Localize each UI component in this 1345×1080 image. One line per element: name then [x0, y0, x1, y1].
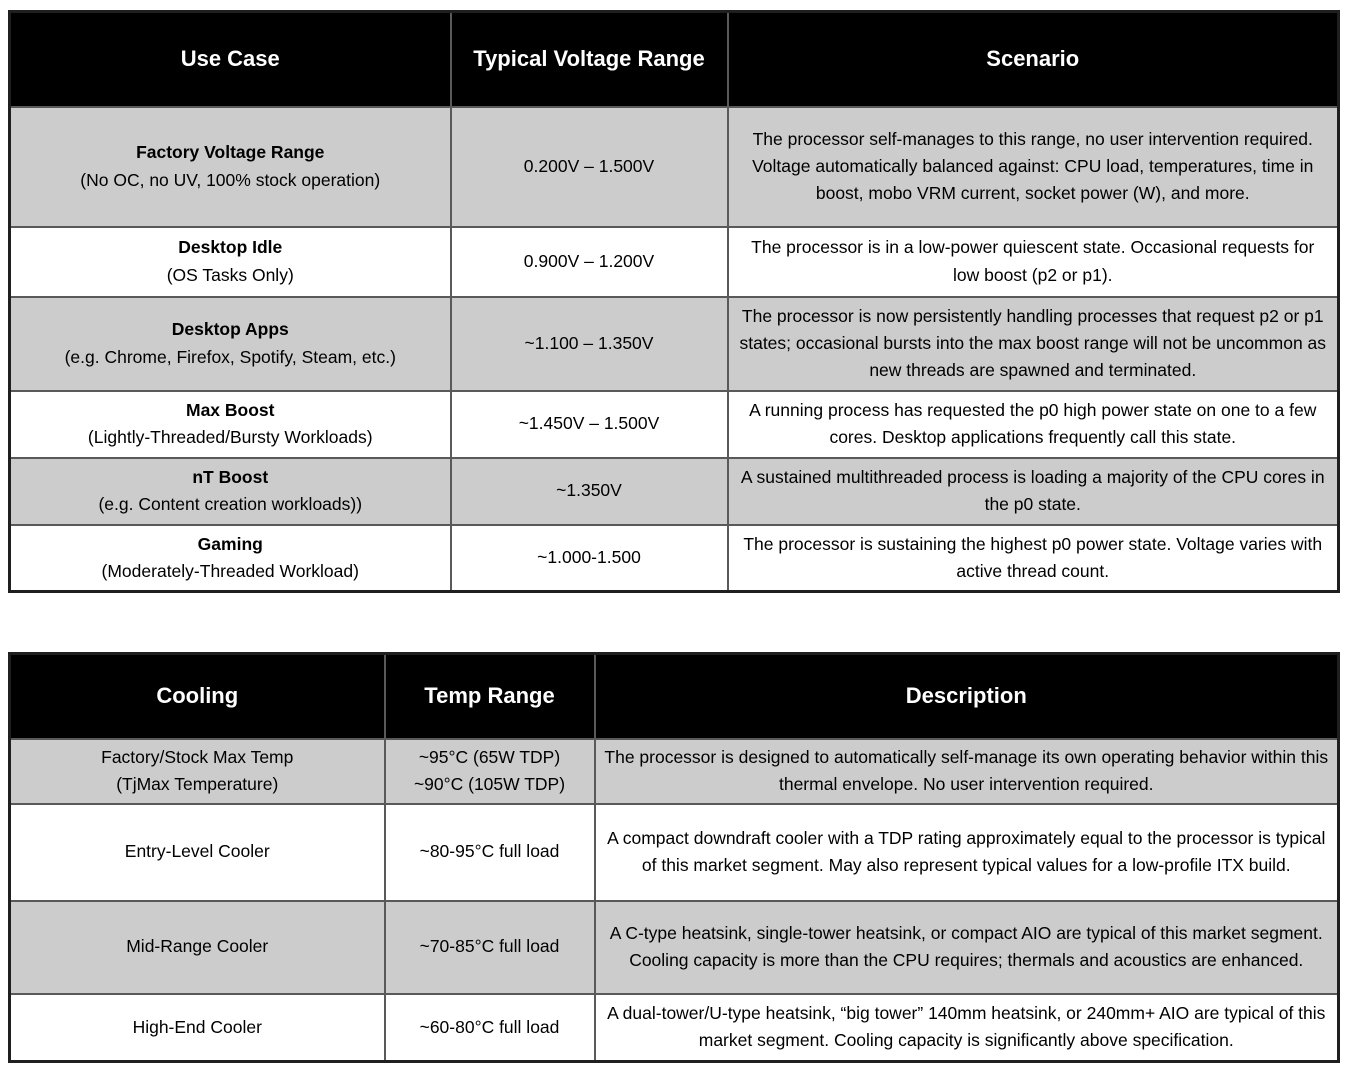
use-case-title: Gaming — [197, 533, 263, 554]
table-row — [10, 107, 1339, 227]
cooling-title: Mid-Range Cooler — [126, 936, 269, 957]
voltage-range-cell: 0.900V – 1.200V — [451, 227, 728, 297]
use-case-cell — [10, 391, 451, 458]
cooling-table-header-row — [10, 654, 1339, 739]
table-row — [10, 458, 1339, 525]
cooling-title: Factory/Stock Max Temp — [101, 746, 294, 767]
scenario-cell: A running process has requested the p0 high power state on one to a few cores. Desktop applications frequently call this state. — [728, 391, 1339, 458]
voltage-table-header-row — [10, 12, 1339, 107]
use-case-qualifier: (Moderately-Threaded Workload) — [101, 560, 359, 581]
use-case-title: Factory Voltage Range — [136, 142, 325, 163]
cooling-cell — [10, 804, 385, 901]
voltage-range-cell: ~1.100 – 1.350V — [451, 297, 728, 391]
use-case-title: nT Boost — [192, 466, 269, 487]
use-case-cell — [10, 227, 451, 297]
temp-range-line: ~80-95°C full load — [419, 841, 560, 862]
use-case-cell — [10, 297, 451, 391]
header-typical-voltage-range: Typical Voltage Range — [451, 12, 728, 107]
voltage-range-cell: ~1.000-1.500 — [451, 525, 728, 592]
table-row — [10, 391, 1339, 458]
table-row — [10, 227, 1339, 297]
temp-range-cell — [385, 804, 595, 901]
description-cell: The processor is designed to automatically self-manage its own operating behavior within this thermal envelope. No user intervention required. — [595, 739, 1339, 804]
table-row — [10, 994, 1339, 1062]
description-cell: A dual-tower/U-type heatsink, “big tower” 140mm heatsink, or 240mm+ AIO are typical of this market segment. Cooling capacity is significantly above specification. — [595, 994, 1339, 1062]
scenario-cell: The processor is sustaining the highest p0 power state. Voltage varies with active thread count. — [728, 525, 1339, 592]
use-case-qualifier: (Lightly-Threaded/Bursty Workloads) — [87, 427, 373, 447]
cooling-title: High-End Cooler — [132, 1016, 262, 1037]
temp-range-cell — [385, 994, 595, 1062]
header-scenario: Scenario — [728, 12, 1339, 107]
temp-range-line: ~95°C (65W TDP) — [418, 746, 561, 767]
use-case-cell — [10, 458, 451, 525]
header-temp-range: Temp Range — [385, 654, 595, 739]
voltage-range-cell: ~1.450V – 1.500V — [451, 391, 728, 458]
use-case-qualifier: (e.g. Chrome, Firefox, Spotify, Steam, etc.) — [64, 346, 396, 367]
header-cooling: Cooling — [10, 654, 385, 739]
temp-range-line: ~70-85°C full load — [419, 936, 560, 957]
table-row — [10, 297, 1339, 391]
header-description: Description — [595, 654, 1339, 739]
cooling-title: Entry-Level Cooler — [124, 841, 270, 862]
use-case-qualifier: (e.g. Content creation workloads)) — [98, 494, 363, 514]
voltage-range-cell: ~1.350V — [451, 458, 728, 525]
temp-range-cell — [385, 739, 595, 804]
temp-range-line: ~60-80°C full load — [419, 1016, 560, 1037]
header-use-case: Use Case — [10, 12, 451, 107]
scenario-cell: A sustained multithreaded process is loading a majority of the CPU cores in the p0 state. — [728, 458, 1339, 525]
scenario-cell: The processor is now persistently handling processes that request p2 or p1 states; occasional bursts into the max boost range will not be uncommon as new threads are spawned and terminated. — [728, 297, 1339, 391]
temp-range-line: ~90°C (105W TDP) — [413, 774, 566, 794]
use-case-cell — [10, 107, 451, 227]
voltage-range-cell: 0.200V – 1.500V — [451, 107, 728, 227]
temp-range-cell — [385, 901, 595, 994]
cooling-cell — [10, 901, 385, 994]
table-row — [10, 525, 1339, 592]
table-row — [10, 739, 1339, 804]
cooling-cell — [10, 994, 385, 1062]
use-case-title: Desktop Idle — [178, 237, 283, 258]
use-case-qualifier: (No OC, no UV, 100% stock operation) — [80, 169, 381, 190]
table-row — [10, 804, 1339, 901]
scenario-cell: The processor self-manages to this range, no user intervention required. Voltage automatically balanced against: CPU load, temperatures, time in boost, mobo VRM current, socket power (W), and more. — [728, 107, 1339, 227]
table-row — [10, 901, 1339, 994]
cooling-cell — [10, 739, 385, 804]
use-case-cell — [10, 525, 451, 592]
use-case-title: Max Boost — [186, 399, 275, 420]
scenario-cell: The processor is in a low-power quiescent state. Occasional requests for low boost (p2 or p1). — [728, 227, 1339, 297]
use-case-qualifier: (OS Tasks Only) — [166, 264, 294, 285]
description-cell: A C-type heatsink, single-tower heatsink, or compact AIO are typical of this market segment. Cooling capacity is more than the CPU requires; thermals and acoustics are enhanced. — [595, 901, 1339, 994]
cooling-table — [8, 652, 1340, 1063]
voltage-table — [8, 10, 1340, 593]
cooling-qualifier: (TjMax Temperature) — [116, 774, 279, 794]
description-cell: A compact downdraft cooler with a TDP rating approximately equal to the processor is typical of this market segment. May also represent typical values for a low-profile ITX build. — [595, 804, 1339, 901]
use-case-title: Desktop Apps — [171, 319, 289, 340]
